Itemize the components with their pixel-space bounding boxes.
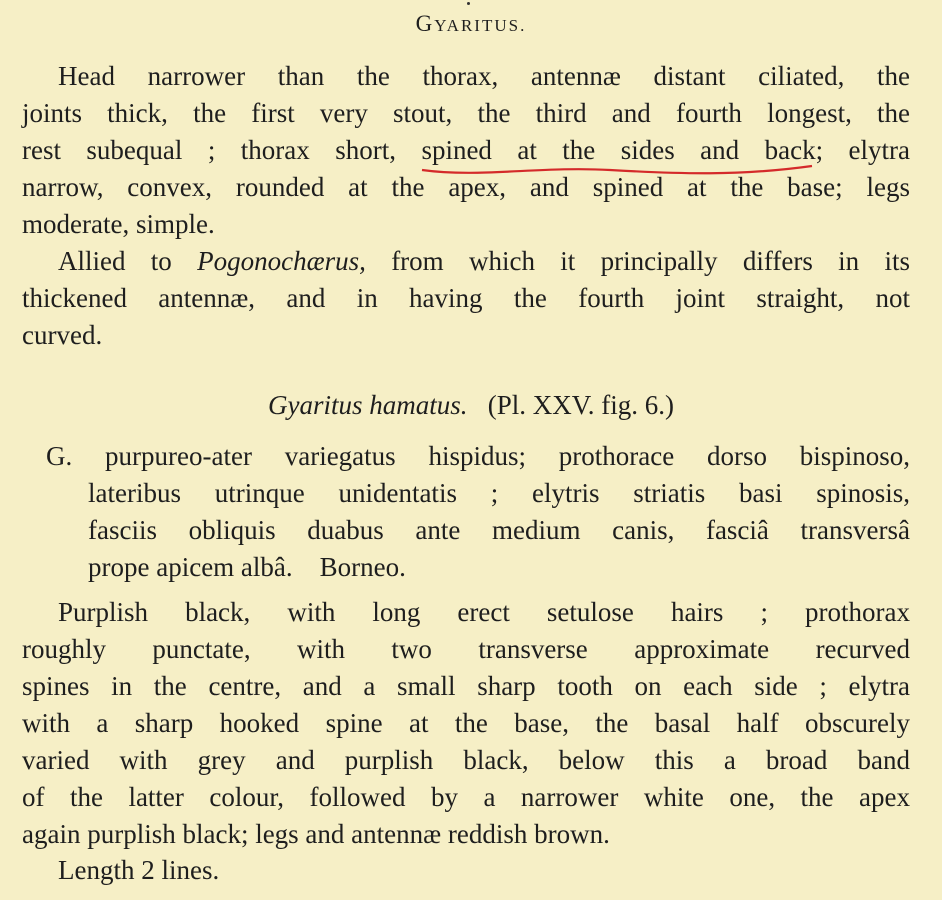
red-pen-underline bbox=[420, 162, 820, 182]
species-description-line: again purplish black; legs and antennæ reddish brown. bbox=[22, 819, 610, 849]
genus-description-line: joints thick, the first very stout, the third and fourth longest, the bbox=[22, 98, 910, 128]
allied-line: thickened antennæ, and in having the fourth joint straight, not bbox=[22, 283, 910, 313]
length-note: Length 2 lines. bbox=[58, 855, 220, 885]
genus-description-line: Head narrower than the thorax, antennæ distant ciliated, the bbox=[58, 61, 910, 91]
latin-diagnosis-line: prope apicem albâ. Borneo. bbox=[88, 552, 406, 582]
genus-reference: Pogonochærus, bbox=[197, 246, 366, 276]
species-heading bbox=[0, 387, 942, 423]
species-description-line: roughly punctate, with two transverse approximate recurved bbox=[22, 634, 910, 664]
allied-line: Allied to Pogonochærus, from which it principally differs in its bbox=[58, 246, 910, 276]
latin-diagnosis-line: lateribus utrinque unidentatis ; elytris striatis basi spinosis, bbox=[88, 478, 910, 508]
allied-line: curved. bbox=[22, 320, 103, 350]
genus-description-line: narrow, convex, rounded at the apex, and spined at the base; legs bbox=[22, 172, 910, 202]
page-mark bbox=[467, 2, 470, 5]
species-description-line: with a sharp hooked spine at the base, the basal half obscurely bbox=[22, 708, 910, 738]
genus-title: GYARITUS. bbox=[415, 11, 527, 36]
species-description-line: varied with grey and purplish black, below this a broad band bbox=[22, 745, 910, 775]
species-description-line: of the latter colour, followed by a narrower white one, the apex bbox=[22, 782, 910, 812]
genus-description-line: moderate, simple. bbox=[22, 209, 215, 239]
genus-description-line: rest subequal ; thorax short, spined at the sides and back; elytra bbox=[22, 135, 911, 165]
plate-reference: (Pl. XXV. fig. 6.) bbox=[487, 390, 675, 420]
species-description-line: Purplish black, with long erect setulose hairs ; prothorax bbox=[58, 597, 910, 627]
latin-diagnosis-line: G. purpureo-ater variegatus hispidus; prothorace dorso bispinoso, bbox=[46, 441, 910, 471]
species-description-line: spines in the centre, and a small sharp tooth on each side ; elytra bbox=[22, 671, 910, 701]
underlined-phrase: spined at the sides and back bbox=[421, 135, 816, 165]
latin-diagnosis-line: fasciis obliquis duabus ante medium canis, fasciâ transversâ bbox=[88, 515, 910, 545]
species-name: Gyaritus hamatus. bbox=[267, 390, 468, 420]
